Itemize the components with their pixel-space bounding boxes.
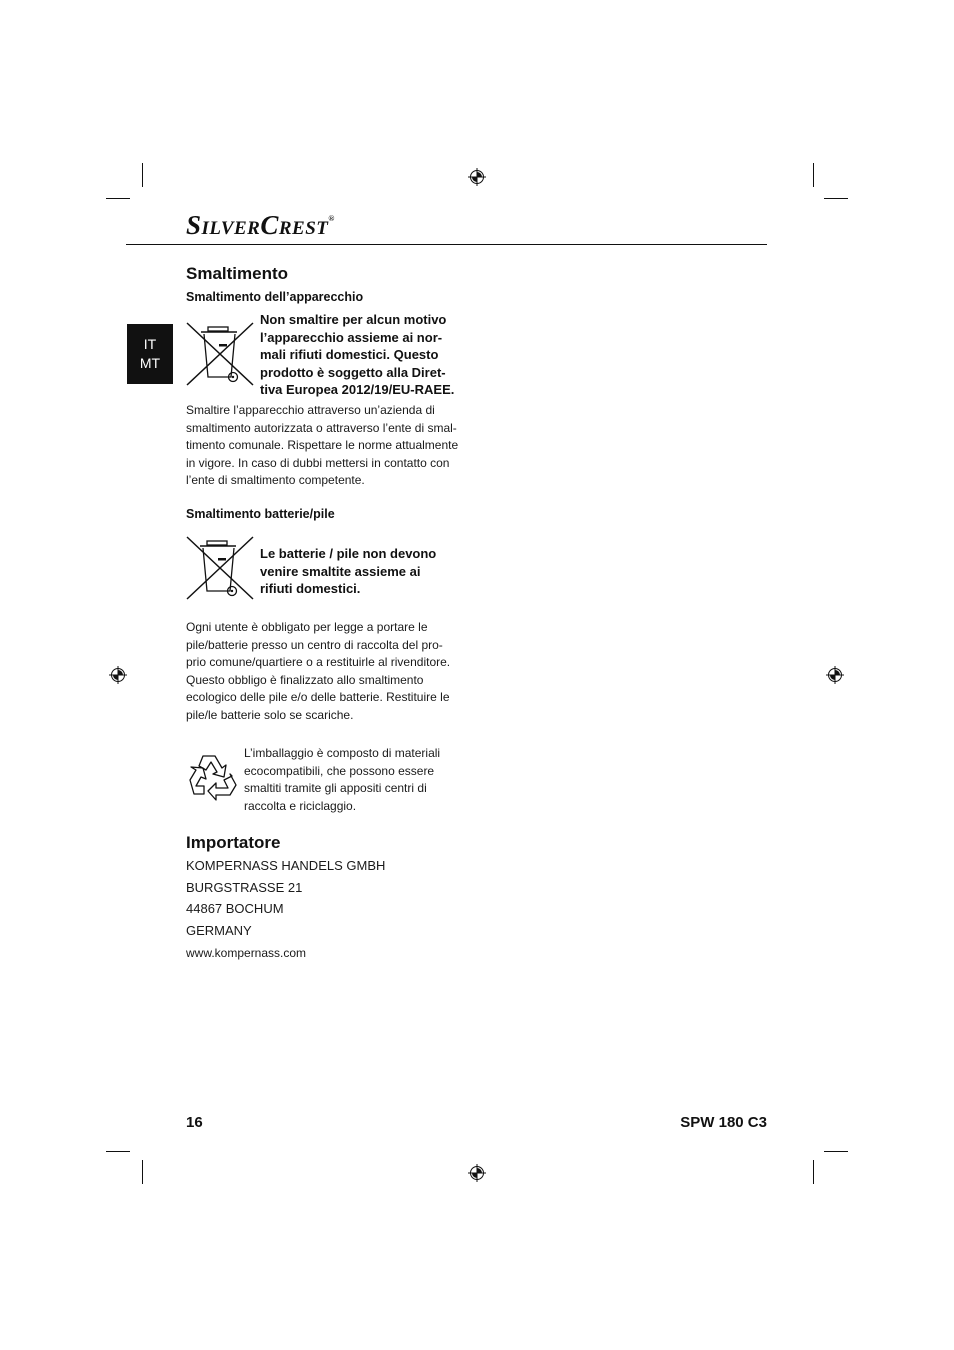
registration-mark-icon [826,666,844,684]
crop-mark [106,198,130,199]
crossed-out-bin-icon [185,535,257,603]
importer-website-link[interactable]: www.kompernass.com [186,946,307,960]
device-warning-text: Non smaltire per alcun motivo l’apparecchio assieme ai nor- mali rifiuti domestici. Questo prodotto è soggetto alla Diret- tiva Europea 2012/19/EU-RAEE. [260,312,455,397]
crop-mark [813,1160,814,1184]
importer-address-line: BURGSTRASSE 21 [186,880,303,895]
recycling-icon [186,752,238,802]
crossed-out-bin-icon [185,321,259,389]
section-title-importer: Importatore [186,833,281,852]
battery-disposal-paragraph: Ogni utente è obbligato per legge a portare le pile/batterie presso un centro di raccolta del pro- prio comune/quartiere o a restituirle al rivenditore. Questo obbligo è finalizzato allo smaltimento ecologico delle pile e/o delle batterie. Restituire le pile/le batterie solo se scariche. [186,620,451,722]
packaging-paragraph: L’imballaggio è composto di materiali ecocompatibili, che possono essere smaltiti tramite gli appositi centri di raccolta e riciclaggio. [244,746,441,813]
registration-mark-icon [468,168,486,186]
language-code-mt: MT [139,355,161,371]
importer-address-line: GERMANY [186,923,252,938]
importer-address-line: 44867 BOCHUM [186,901,284,916]
battery-warning-text: Le batterie / pile non devono venire smaltite assieme ai rifiuti domestici. [260,546,437,596]
subsection-title-device: Smaltimento dell’apparecchio [186,290,364,304]
language-tab [127,324,173,384]
section-title-disposal: Smaltimento [186,264,289,283]
device-disposal-paragraph: Smaltire l’apparecchio attraverso un’azienda di smaltimento autorizzata o attraverso l’ente di smal- timento comunale. Rispettare le norme attualmente in vigore. In caso di dubbi mettersi in contatto con l’ente di smaltimento competente. [186,403,459,487]
subsection-title-batteries: Smaltimento batterie/pile [186,507,335,521]
crop-mark [813,163,814,187]
model-number: SPW 180 C3 [680,1114,767,1131]
crop-mark [824,198,848,199]
language-code-it: IT [143,336,157,352]
crop-mark [142,1160,143,1184]
page-number: 16 [186,1114,203,1131]
crop-mark [142,163,143,187]
brand-logo: SILVERCREST® [186,210,335,240]
header-rule [126,244,767,245]
crop-mark [106,1151,130,1152]
importer-address-line: KOMPERNASS HANDELS GMBH [186,858,386,873]
crop-mark [824,1151,848,1152]
registration-mark-icon [468,1164,486,1182]
registration-mark-icon [109,666,127,684]
